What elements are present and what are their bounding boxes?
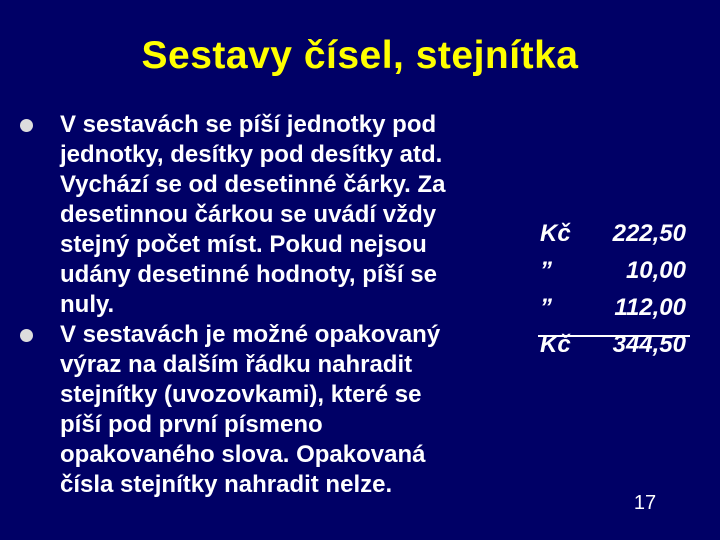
bullet-line: stejnítky (uvozovkami), které se [60,381,422,408]
bullet-list [20,110,520,500]
bullet-line: desetinnou čárkou se uvádí vždy [60,201,437,228]
sum-row-unit: Kč [540,220,571,247]
sum-row [538,220,690,257]
sum-row-ditto-mark: ” [540,294,552,321]
bullet-line: V sestavách je možné opakovaný [60,321,441,348]
bullet-line: výraz na dalším řádku nahradit [60,351,413,378]
sum-row-amount: 112,00 [614,294,686,321]
bullet-line: nuly. [60,291,115,318]
bullet-line: opakovaného slova. Opakovaná [60,441,426,468]
sum-row [538,257,690,294]
sum-example [538,220,690,368]
bullet-line: čísla stejnítky nahradit nelze. [60,471,393,498]
bullet-line: Vychází se od desetinné čárky. Za [60,171,446,198]
sum-row [538,294,690,331]
slide-title: Sestavy čísel, stejnítka [141,34,579,77]
bullet-dot-icon [20,119,33,132]
sum-total-row [538,331,690,368]
sum-row-amount: 10,00 [625,257,686,284]
bullet-item [20,320,520,500]
bullet-item [20,110,520,320]
sum-total-unit: Kč [540,331,571,358]
page-number: 17 [633,492,657,514]
bullet-line: V sestavách se píší jednotky pod [60,111,437,138]
sum-row-amount: 222,50 [612,220,686,247]
sum-row-ditto-mark: ” [540,257,552,284]
bullet-line: píší pod první písmeno [60,411,323,438]
bullet-line: udány desetinné hodnoty, píší se [60,261,437,288]
bullet-line: stejný počet míst. Pokud nejsou [60,231,427,258]
sum-total-amount: 344,50 [612,331,686,358]
bullet-line: jednotky, desítky pod desítky atd. [60,141,443,168]
bullet-dot-icon [20,329,33,342]
